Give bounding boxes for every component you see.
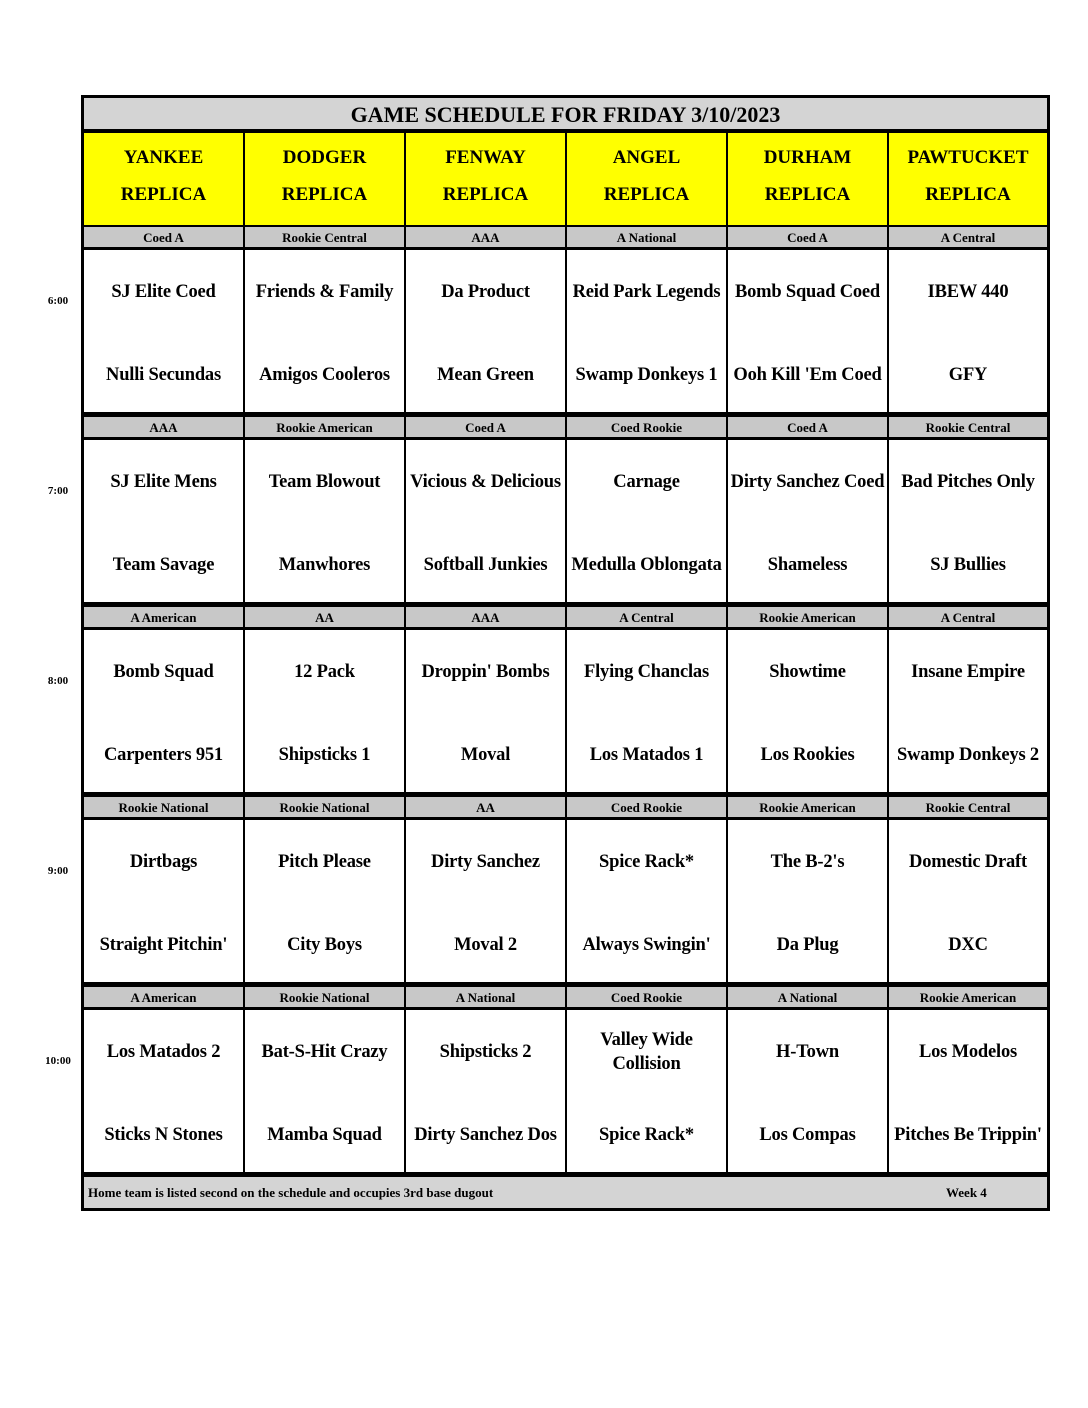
game-cell: [889, 630, 1047, 792]
away-team: Vicious & Delicious: [410, 472, 561, 492]
game-cell: [406, 630, 565, 792]
away-team: Showtime: [769, 662, 846, 682]
home-team: Nulli Secundas: [106, 365, 221, 385]
field-type: REPLICA: [120, 184, 207, 205]
home-team: Shipsticks 1: [278, 745, 371, 765]
field-header: [728, 133, 887, 225]
away-team: Bomb Squad: [113, 662, 214, 682]
game-cell: [245, 630, 404, 792]
away-team: Friends & Family: [255, 282, 394, 302]
field-type: REPLICA: [281, 184, 368, 205]
field-header: [889, 133, 1047, 225]
home-team: Moval: [460, 745, 511, 765]
home-team: Los Rookies: [760, 745, 855, 765]
away-team: Carnage: [613, 472, 680, 492]
division-label: AAA: [406, 227, 565, 247]
game-cell: [567, 820, 726, 982]
home-team: Moval 2: [454, 935, 517, 955]
game-cell: [728, 630, 887, 792]
home-team: Manwhores: [278, 555, 371, 575]
division-label: Rookie Central: [889, 417, 1047, 437]
game-cell: [84, 630, 243, 792]
home-team: Shameless: [767, 555, 848, 575]
division-label: Rookie National: [245, 987, 404, 1007]
away-team: Dirty Sanchez: [431, 852, 540, 872]
game-cell: [406, 1010, 565, 1172]
time-label: 9:00: [47, 865, 69, 877]
division-label: A American: [84, 607, 243, 627]
game-cell: [889, 820, 1047, 982]
field-name: DURHAM: [763, 147, 852, 168]
game-cell: [567, 250, 726, 412]
away-team: Team Blowout: [268, 472, 381, 492]
division-label: Rookie American: [889, 987, 1047, 1007]
home-team: Pitches Be Trippin': [894, 1125, 1042, 1145]
division-label: Coed A: [728, 417, 887, 437]
schedule-table: [81, 95, 1050, 1211]
game-cell: [84, 250, 243, 412]
home-team: Mamba Squad: [267, 1125, 382, 1145]
home-team: SJ Bullies: [930, 555, 1006, 575]
game-cell: [245, 820, 404, 982]
field-name: FENWAY: [445, 147, 526, 168]
home-team: City Boys: [287, 935, 362, 955]
home-team: GFY: [948, 365, 988, 385]
game-cell: [245, 250, 404, 412]
division-label: A National: [728, 987, 887, 1007]
game-cell: [889, 1010, 1047, 1172]
away-team: The B-2's: [770, 852, 845, 872]
home-team: Los Compas: [759, 1125, 856, 1145]
home-team-note: Home team is listed second on the schedule and occupies 3rd base dugout: [88, 1185, 494, 1200]
time-label: 10:00: [45, 1055, 71, 1067]
away-team: SJ Elite Mens: [110, 472, 217, 492]
field-header: [84, 133, 243, 225]
division-label: Rookie American: [728, 797, 887, 817]
field-name: YANKEE: [123, 147, 204, 168]
home-team: Sticks N Stones: [104, 1125, 223, 1145]
home-team: Spice Rack*: [599, 1125, 694, 1145]
game-cell: [889, 440, 1047, 602]
division-label: Rookie Central: [245, 227, 404, 247]
time-label: 8:00: [47, 675, 69, 687]
away-team: Domestic Draft: [909, 852, 1027, 872]
away-team: Da Product: [441, 282, 530, 302]
field-type: REPLICA: [603, 184, 690, 205]
field-type: REPLICA: [925, 184, 1011, 205]
game-cell: [567, 440, 726, 602]
away-team: Bat-S-Hit Crazy: [261, 1042, 388, 1062]
home-team: Straight Pitchin': [99, 935, 228, 955]
away-team: Dirty Sanchez Coed: [730, 472, 885, 492]
away-team: Reid Park Legends: [572, 282, 721, 302]
game-cell: [406, 820, 565, 982]
home-team: Dirty Sanchez Dos: [414, 1125, 557, 1145]
away-team: Flying Chanclas: [584, 662, 709, 682]
away-team: Pitch Please: [278, 852, 371, 872]
home-team: Medulla Oblongata: [571, 555, 722, 575]
division-label: Coed Rookie: [567, 417, 726, 437]
division-label: Coed A: [84, 227, 243, 247]
away-team: Insane Empire: [911, 662, 1025, 682]
division-label: Coed A: [728, 227, 887, 247]
home-team: Amigos Cooleros: [259, 365, 390, 385]
home-team: Los Matados 1: [589, 745, 704, 765]
game-cell: [406, 250, 565, 412]
away-team: Droppin' Bombs: [421, 662, 550, 682]
division-label: A Central: [567, 607, 726, 627]
away-team: Valley Wide Collision: [600, 1030, 693, 1074]
division-label: Coed Rookie: [567, 797, 726, 817]
field-header: [567, 133, 726, 225]
field-type: REPLICA: [442, 184, 529, 205]
division-label: Coed A: [406, 417, 565, 437]
game-cell: [889, 250, 1047, 412]
division-label: AAA: [406, 607, 565, 627]
game-cell: [567, 630, 726, 792]
division-label: Rookie National: [245, 797, 404, 817]
game-cell: [245, 1010, 404, 1172]
game-cell: [728, 820, 887, 982]
division-label: A Central: [889, 607, 1047, 627]
away-team: Spice Rack*: [599, 852, 694, 872]
away-team: SJ Elite Coed: [111, 282, 216, 302]
home-team: Swamp Donkeys 2: [897, 745, 1039, 765]
away-team: Dirtbags: [129, 852, 198, 872]
game-cell: [84, 1010, 243, 1172]
division-label: A Central: [889, 227, 1047, 247]
away-team: Bomb Squad Coed: [734, 282, 881, 302]
game-cell: [728, 250, 887, 412]
home-team: Team Savage: [112, 555, 215, 575]
home-team: Softball Junkies: [423, 555, 548, 575]
time-label: 7:00: [47, 485, 69, 497]
field-name: PAWTUCKET: [907, 147, 1029, 168]
schedule-title: GAME SCHEDULE FOR FRIDAY 3/10/2023: [84, 98, 1047, 131]
field-name: ANGEL: [612, 147, 681, 168]
away-team: H-Town: [776, 1042, 839, 1062]
time-label: 6:00: [47, 295, 69, 307]
home-team: DXC: [948, 935, 988, 955]
home-team: Mean Green: [437, 365, 534, 385]
division-label: A National: [567, 227, 726, 247]
away-team: Los Modelos: [918, 1042, 1017, 1062]
division-label: AA: [245, 607, 404, 627]
field-header: [406, 133, 565, 225]
field-type: REPLICA: [764, 184, 851, 205]
game-cell: [84, 820, 243, 982]
home-team: Always Swingin': [582, 935, 711, 955]
game-cell: [406, 440, 565, 602]
schedule-footer: [84, 1177, 1047, 1208]
game-cell: [728, 440, 887, 602]
away-team: Shipsticks 2: [439, 1042, 532, 1062]
division-label: A American: [84, 987, 243, 1007]
away-team: 12 Pack: [294, 662, 355, 682]
division-label: Rookie American: [728, 607, 887, 627]
away-team: IBEW 440: [927, 282, 1009, 302]
division-label: Rookie National: [84, 797, 243, 817]
home-team: Swamp Donkeys 1: [575, 365, 718, 385]
week-label: Week 4: [946, 1185, 987, 1200]
game-cell: [567, 1010, 726, 1172]
division-label: AA: [406, 797, 565, 817]
game-cell: [245, 440, 404, 602]
division-label: AAA: [84, 417, 243, 437]
field-header: [245, 133, 404, 225]
field-name: DODGER: [282, 147, 367, 168]
home-team: Da Plug: [776, 935, 839, 955]
away-team: Los Matados 2: [106, 1042, 221, 1062]
home-team: Carpenters 951: [104, 745, 223, 765]
away-team: Bad Pitches Only: [901, 472, 1035, 492]
division-label: Rookie American: [245, 417, 404, 437]
game-cell: [728, 1010, 887, 1172]
division-label: Coed Rookie: [567, 987, 726, 1007]
division-label: A National: [406, 987, 565, 1007]
home-team: Ooh Kill 'Em Coed: [733, 365, 882, 385]
division-label: Rookie Central: [889, 797, 1047, 817]
game-cell: [84, 440, 243, 602]
